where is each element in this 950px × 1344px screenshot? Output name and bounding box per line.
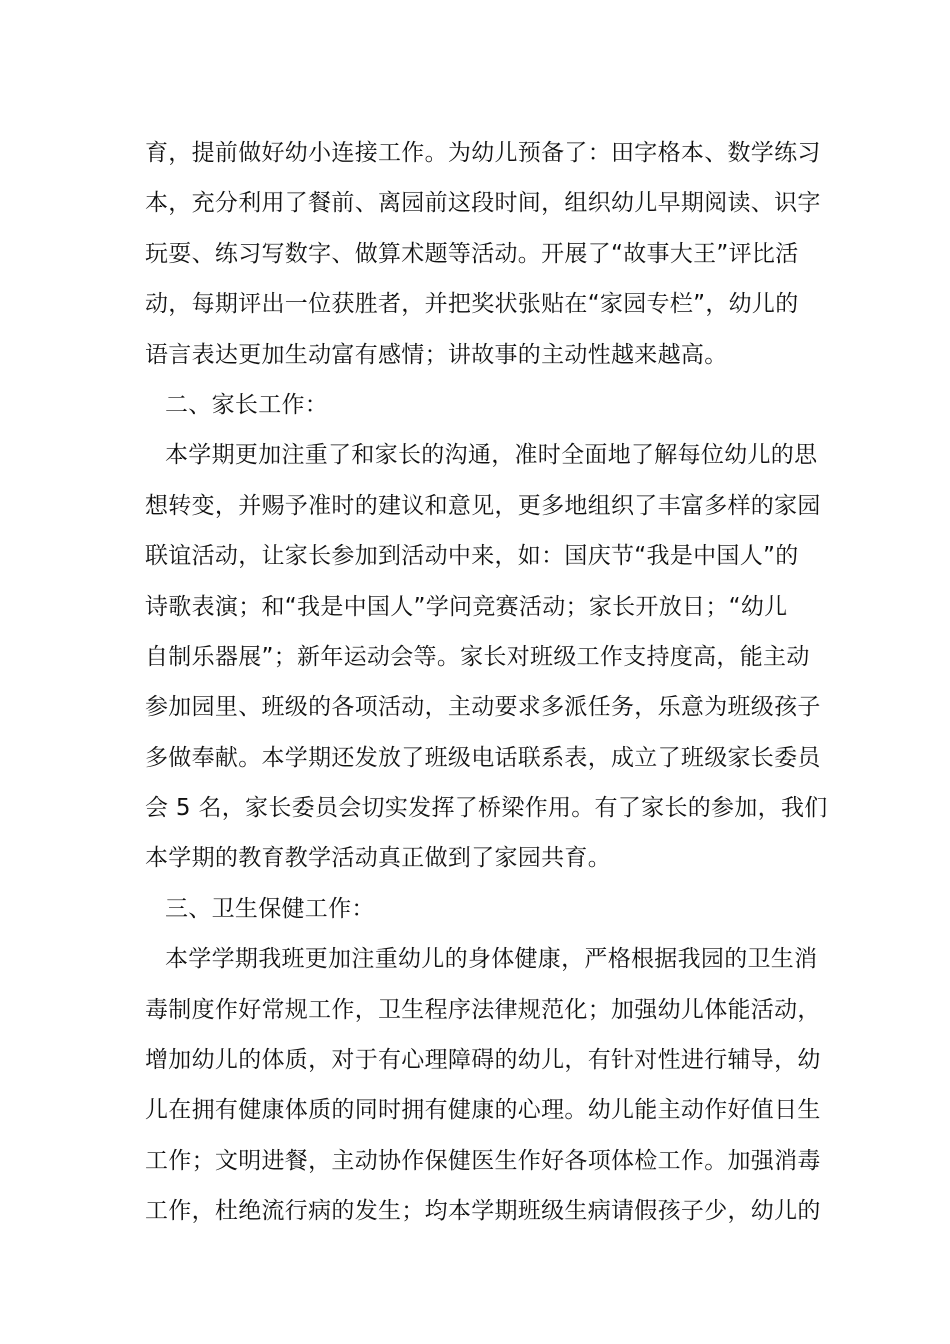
text-line: 语言表达更加生动富有感情；讲故事的主动性越来越高。 bbox=[145, 341, 728, 368]
text-line: 会 5 名，家长委员会切实发挥了桥梁作用。有了家长的参加，我们 bbox=[145, 795, 828, 822]
text-line: 儿在拥有健康体质的同时拥有健康的心理。幼儿能主动作好值日生 bbox=[145, 1097, 821, 1124]
text-line: 育，提前做好幼小连接工作。为幼儿预备了：田字格本、数学练习 bbox=[145, 140, 821, 166]
text-line: 自制乐器展”；新年运动会等。家长对班级工作支持度高，能主动 bbox=[145, 643, 810, 670]
text-line: 本，充分利用了餐前、离园前这段时间，组织幼儿早期阅读、识字 bbox=[145, 190, 821, 217]
text-line: 工作；文明进餐，主动协作保健医生作好各项体检工作。加强消毒 bbox=[145, 1147, 821, 1174]
paragraph-first-line: 本学期更加注重了和家长的沟通，准时全面地了解每位幼儿的思 bbox=[165, 442, 818, 469]
text-line: 玩耍、练习写数字、做算术题等活动。开展了“故事大王”评比活 bbox=[145, 240, 799, 267]
text-line: 工作，杜绝流行病的发生；均本学期班级生病请假孩子少，幼儿的 bbox=[145, 1198, 821, 1225]
text-line: 本学期的教育教学活动真正做到了家园共育。 bbox=[145, 845, 611, 872]
text-line: 动，每期评出一位获胜者，并把奖状张贴在“家园专栏”，幼儿的 bbox=[145, 291, 799, 318]
document-body bbox=[145, 128, 828, 1237]
section-heading-health: 三、卫生保健工作： bbox=[165, 895, 375, 922]
text-line: 毒制度作好常规工作，卫生程序法律规范化；加强幼儿体能活动， bbox=[145, 996, 821, 1023]
text-line: 联谊活动，让家长参加到活动中来，如：国庆节“我是中国人”的 bbox=[145, 543, 799, 570]
text-line: 诗歌表演；和“我是中国人”学问竞赛活动；家长开放日；“幼儿 bbox=[145, 593, 788, 620]
text-line: 多做奉献。本学期还发放了班级电话联系表，成立了班级家长委员 bbox=[145, 744, 821, 771]
text-line: 参加园里、班级的各项活动，主动要求多派任务，乐意为班级孩子 bbox=[145, 694, 821, 721]
text-line: 想转变，并赐予准时的建议和意见，更多地组织了丰富多样的家园 bbox=[145, 492, 821, 519]
paragraph-first-line: 本学学期我班更加注重幼儿的身体健康，严格根据我园的卫生消 bbox=[165, 946, 818, 973]
section-heading-parents: 二、家长工作： bbox=[165, 391, 329, 418]
text-line: 增加幼儿的体质，对于有心理障碍的幼儿，有针对性进行辅导，幼 bbox=[145, 1047, 821, 1074]
